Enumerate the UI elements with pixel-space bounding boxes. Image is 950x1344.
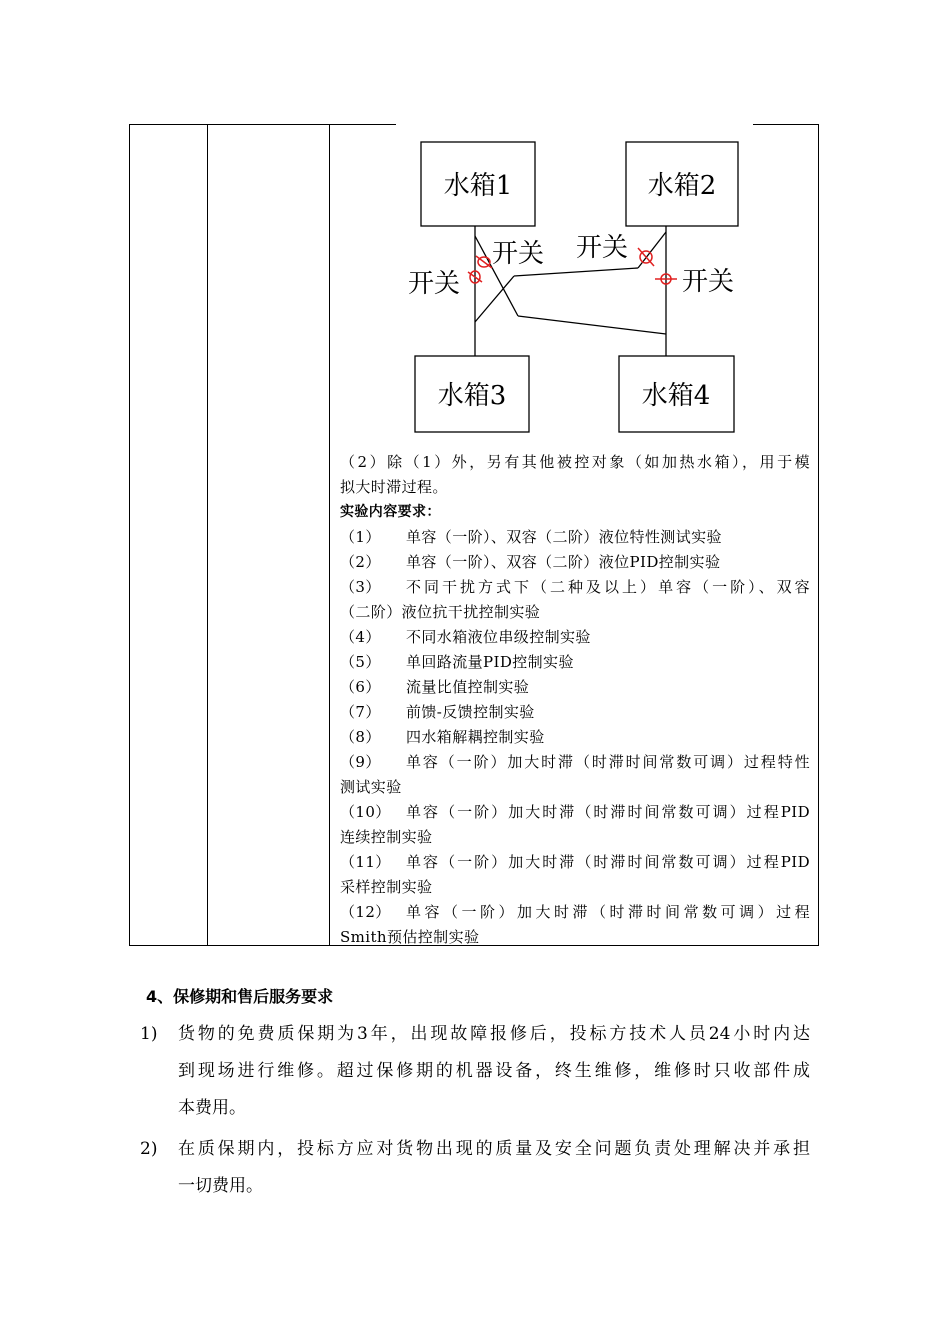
item-number: （7） [340,703,381,721]
list-item [340,675,810,700]
item-text-continued: Smith预估控制实验 [340,928,480,946]
item-text: 不同水箱液位串级控制实验 [406,628,591,646]
warranty-item-1 [140,1016,810,1127]
item-number: （3） [340,578,381,596]
switch-label-1: 开关 [492,239,545,269]
list-marker: 2) [140,1139,158,1159]
table-col-divider-1 [207,124,208,946]
list-item [340,800,810,825]
list-item [340,850,810,875]
list-item [340,725,810,750]
warranty-item-text [178,1016,810,1127]
switch-label-2: 开关 [408,269,461,299]
list-item [340,650,810,675]
item-text: 不同干扰方式下（二种及以上）单容（一阶）、双容 [406,578,810,596]
list-item [340,550,810,575]
item-text: 流量比值控制实验 [406,678,530,696]
list-item [340,625,810,650]
item-text: 前馈-反馈控制实验 [406,703,535,721]
list-item [340,525,810,550]
item-text: 单容（一阶）加大时滞（时滞时间常数可调）过程PID [406,803,810,821]
warranty-item-text [178,1131,810,1205]
item-number: （11） [340,853,391,871]
table-cell-content [340,450,810,950]
item-text: 单容（一阶）、双容（二阶）液位特性测试实验 [406,528,722,546]
section-4-title: 4、保修期和售后服务要求 [146,987,334,1006]
item-number: （1） [340,528,381,546]
item-number: （10） [340,803,391,821]
item-number: （12） [340,903,391,921]
switch-label-3: 开关 [576,233,629,263]
text-line: 货物的免费质保期为3年，出现故障报修后，投标方技术人员24小时内达 [178,1024,810,1044]
list-item [340,900,810,925]
tank-4-label: 水箱4 [641,381,711,411]
item-number: （8） [340,728,381,746]
item-text: 单容（一阶）加大时滞（时滞时间常数可调）过程特性 [406,753,810,771]
table-col-divider-2 [329,124,330,946]
list-item [340,700,810,725]
tank-schematic-svg [340,130,810,440]
requirements-title: 实验内容要求： [340,504,441,520]
tank-2-label: 水箱2 [647,171,717,201]
item-text: 单容（一阶）加大时滞（时滞时间常数可调）过程 [406,903,810,921]
table-border-left [129,124,130,946]
list-marker: 1) [140,1024,158,1044]
tank-1-label: 水箱1 [443,171,513,201]
table-border-top-right [753,124,819,125]
text-line: 在质保期内，投标方应对货物出现的质量及安全问题负责处理解决并承担 [178,1139,810,1159]
switch-label-4: 开关 [682,267,735,297]
item-text: 四水箱解耦控制实验 [406,728,545,746]
note-line-2: 拟大时滞过程。 [340,478,448,496]
item-text-continued: （二阶）液位抗干扰控制实验 [340,603,541,621]
item-text-continued: 连续控制实验 [340,828,433,846]
item-text: 单容（一阶）、双容（二阶）液位PID控制实验 [406,553,721,571]
text-line: 本费用。 [178,1098,246,1118]
item-text-continued: 采样控制实验 [340,878,433,896]
item-number: （2） [340,553,381,571]
text-line: 一切费用。 [178,1176,263,1196]
item-number: （6） [340,678,381,696]
tank-3-label: 水箱3 [437,381,507,411]
item-text: 单容（一阶）加大时滞（时滞时间常数可调）过程PID [406,853,810,871]
note-line-1: （2）除（1）外，另有其他被控对象（如加热水箱），用于模 [340,453,810,471]
table-border-top-left [129,124,396,125]
item-text: 单回路流量PID控制实验 [406,653,574,671]
item-number: （9） [340,753,381,771]
list-item [340,575,810,600]
warranty-list [140,1016,810,1205]
item-number: （5） [340,653,381,671]
warranty-item-2 [140,1131,810,1205]
water-tank-diagram [340,130,810,440]
text-line: 到现场进行维修。超过保修期的机器设备，终生维修，维修时只收部件成 [178,1061,810,1081]
item-number: （4） [340,628,381,646]
item-text-continued: 测试实验 [340,778,402,796]
list-item [340,750,810,775]
table-border-right [818,124,819,946]
